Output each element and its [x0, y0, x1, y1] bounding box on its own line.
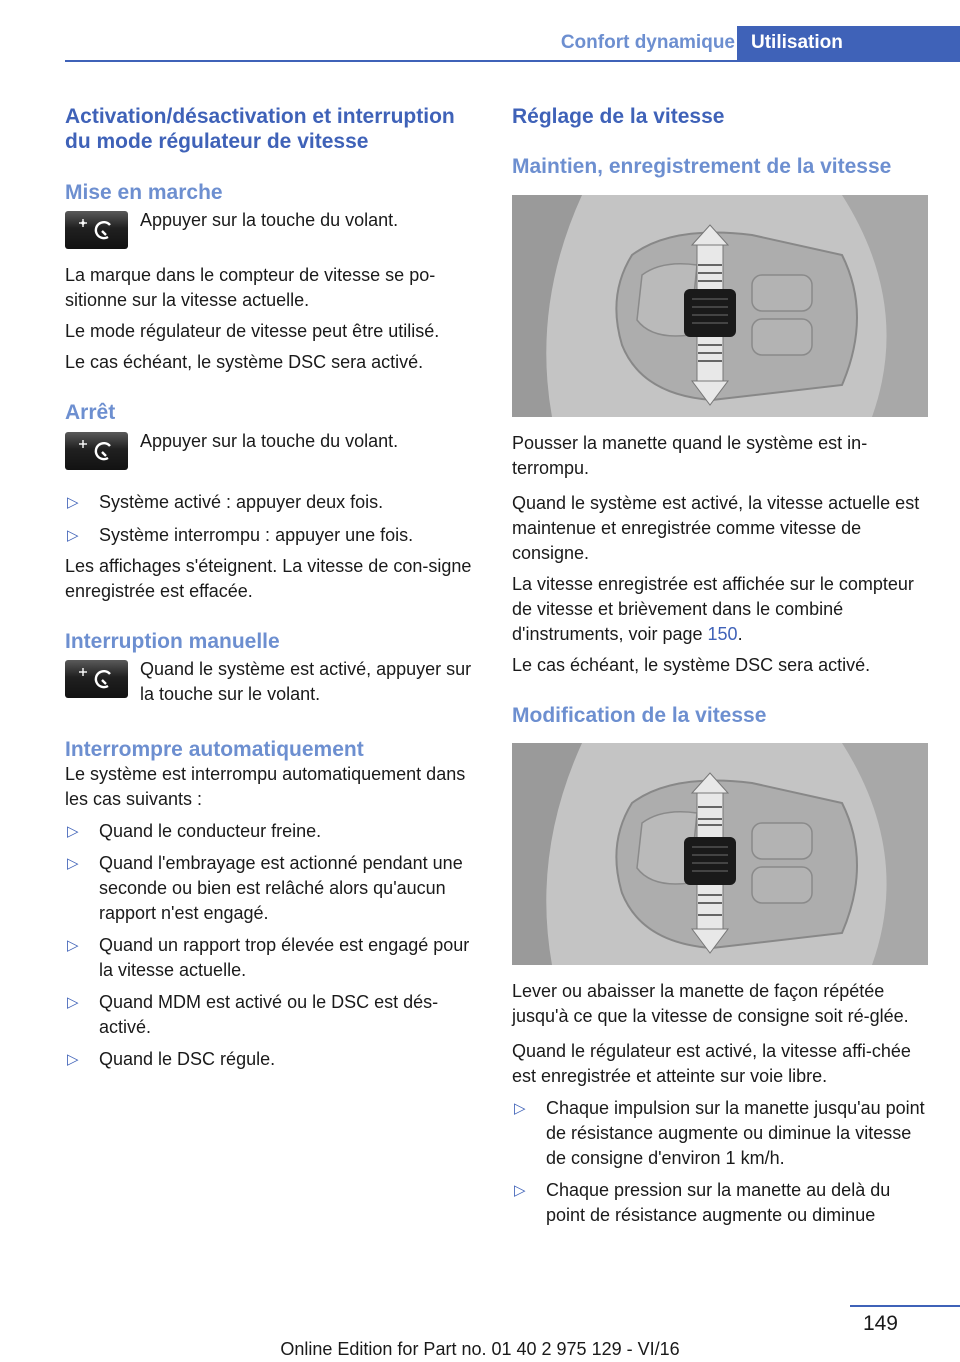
paragraph: Pousser la manette quand le système est in-terrompu.	[512, 433, 868, 478]
cruise-control-button-icon	[65, 211, 128, 249]
triangle-right-icon: ▷	[67, 1051, 79, 1068]
section-title: Réglage de la vitesse	[512, 105, 725, 128]
list-item: ▷ Quand un rapport trop élevée est engagé pour la vitesse actuelle.	[67, 935, 470, 980]
triangle-right-icon: ▷	[67, 994, 79, 1011]
manual-text: Quand le système est activé, appuyer sur la touche sur le volant.	[140, 659, 472, 704]
paragraph: La marque dans le compteur de vitesse se po-sitionne sur la vitesse actuelle.	[65, 265, 436, 310]
switch-on-text: Appuyer sur la touche du volant.	[140, 210, 399, 230]
paragraph: Le cas échéant, le système DSC sera activé.	[65, 352, 424, 372]
paragraph: Quand le système est activé, la vitesse actuelle est maintenue et enregistrée comme vitesse de consigne.	[512, 493, 920, 563]
list-item: ▷ Chaque pression sur la manette au delà du point de résistance augmente ou diminue	[514, 1180, 891, 1225]
chapter-tab[interactable]: Utilisation	[737, 26, 960, 62]
page-link[interactable]: 150	[707, 624, 738, 644]
paragraph: Quand le régulateur est activé, la vitesse affi-chée est enregistrée et atteinte sur voie libre.	[512, 1041, 911, 1086]
list-item: ▷ Quand l'embrayage est actionné pendant une seconde ou bien est relâché alors qu'aucun rapport n'est engagé.	[67, 853, 463, 923]
triangle-right-icon: ▷	[514, 1100, 526, 1117]
paragraph: La vitesse enregistrée est affichée sur le compteur de vitesse et brièvement dans le combiné d'instruments, voir page 150.	[512, 574, 914, 644]
manual-row	[65, 657, 480, 707]
edition-footer: Online Edition for Part no. 01 40 2 975 129 - VI/16	[280, 1339, 680, 1359]
triangle-right-icon: ▷	[67, 527, 79, 544]
paragraph: Lever ou abaisser la manette de façon répétée jusqu'à ce que la vitesse de consigne soit ré-glée.	[512, 981, 909, 1026]
list-item: ▷ Quand le DSC régule.	[65, 1047, 480, 1072]
heading-auto: Interrompre automatiquement	[65, 738, 364, 761]
heading-switch-off: Arrêt	[65, 401, 116, 424]
switch-off-text: Appuyer sur la touche du volant.	[140, 431, 399, 451]
triangle-right-icon: ▷	[514, 1182, 526, 1199]
list-item: ▷ Système activé : appuyer deux fois.	[65, 490, 480, 515]
page-number: 149	[862, 1312, 898, 1335]
paragraph: Les affichages s'éteignent. La vitesse de con-signe enregistrée est effacée.	[65, 556, 472, 601]
footer-rule	[850, 1305, 960, 1307]
heading-manual: Interruption manuelle	[65, 630, 280, 653]
list-item: ▷ Quand MDM est activé ou le DSC est dés-activé.	[67, 992, 439, 1037]
steering-wheel-photo	[512, 743, 928, 965]
cruise-control-button-icon	[65, 660, 128, 698]
left-column	[65, 104, 480, 1072]
right-column	[512, 104, 928, 1228]
section-title: Activation/désactivation et interruption du mode régulateur de vitesse	[65, 105, 455, 153]
triangle-right-icon: ▷	[67, 855, 79, 872]
list-item: ▷ Système interrompu : appuyer une fois.	[65, 523, 480, 548]
cruise-control-button-icon	[65, 432, 128, 470]
triangle-right-icon: ▷	[67, 937, 79, 954]
triangle-right-icon: ▷	[67, 823, 79, 840]
heading-maintain: Maintien, enregistrement de la vitesse	[512, 155, 892, 178]
switch-off-list	[65, 490, 480, 548]
heading-modify: Modification de la vitesse	[512, 704, 767, 727]
switch-on-row	[65, 208, 480, 249]
list-item: ▷ Chaque impulsion sur la manette jusqu'au point de résistance augmente ou diminue la vitesse de consigne d'environ 1 km/h.	[514, 1098, 925, 1168]
section-tab[interactable]: Confort dynamique	[560, 32, 735, 53]
switch-off-row	[65, 429, 480, 470]
list-item: ▷ Quand le conducteur freine.	[65, 819, 480, 844]
heading-switch-on: Mise en marche	[65, 181, 223, 204]
modify-list	[512, 1096, 928, 1228]
triangle-right-icon: ▷	[67, 494, 79, 511]
steering-wheel-photo	[512, 195, 928, 417]
auto-list	[65, 819, 480, 1072]
paragraph: Le mode régulateur de vitesse peut être utilisé.	[65, 321, 440, 341]
paragraph: Le cas échéant, le système DSC sera activé.	[512, 655, 871, 675]
paragraph: Le système est interrompu automatiquement dans les cas suivants :	[65, 764, 466, 809]
